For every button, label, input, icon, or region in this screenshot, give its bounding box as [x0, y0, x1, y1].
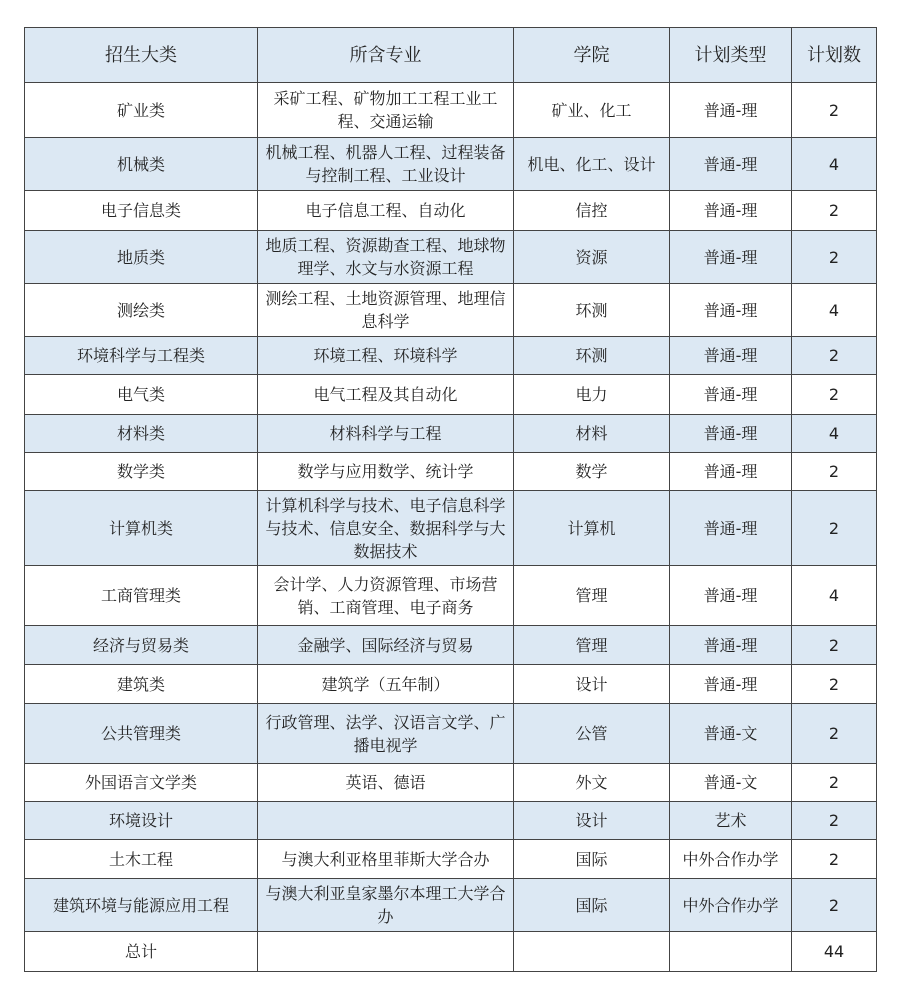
cell-plan-type: 普通-文	[670, 764, 792, 802]
cell-college: 公管	[514, 704, 670, 764]
cell-category: 测绘类	[25, 284, 258, 337]
table-row	[25, 665, 877, 704]
cell-plan-type: 普通-理	[670, 284, 792, 337]
cell-category: 公共管理类	[25, 704, 258, 764]
cell-majors: 金融学、国际经济与贸易	[258, 626, 514, 665]
cell-category: 机械类	[25, 138, 258, 191]
cell-majors: 与澳大利亚皇家墨尔本理工大学合办	[258, 879, 514, 932]
cell-category: 外国语言文学类	[25, 764, 258, 802]
total-college	[514, 932, 670, 972]
table-row	[25, 83, 877, 138]
cell-majors: 数学与应用数学、统计学	[258, 453, 514, 491]
cell-college: 环测	[514, 284, 670, 337]
header-majors: 所含专业	[258, 28, 514, 83]
cell-college: 环测	[514, 337, 670, 375]
total-type	[670, 932, 792, 972]
table-row	[25, 191, 877, 231]
cell-plan-count: 2	[792, 626, 877, 665]
cell-college: 国际	[514, 840, 670, 879]
cell-college: 外文	[514, 764, 670, 802]
total-majors	[258, 932, 514, 972]
cell-college: 设计	[514, 802, 670, 840]
cell-plan-type: 普通-理	[670, 415, 792, 453]
cell-majors: 建筑学（五年制）	[258, 665, 514, 704]
cell-plan-type: 艺术	[670, 802, 792, 840]
cell-plan-count: 4	[792, 138, 877, 191]
cell-category: 矿业类	[25, 83, 258, 138]
table-row	[25, 802, 877, 840]
cell-plan-count: 2	[792, 879, 877, 932]
table-row	[25, 840, 877, 879]
cell-majors: 环境工程、环境科学	[258, 337, 514, 375]
cell-category: 土木工程	[25, 840, 258, 879]
cell-plan-count: 2	[792, 764, 877, 802]
cell-plan-type: 中外合作办学	[670, 879, 792, 932]
cell-plan-type: 普通-理	[670, 337, 792, 375]
header-plan-type: 计划类型	[670, 28, 792, 83]
cell-majors	[258, 802, 514, 840]
cell-college: 计算机	[514, 491, 670, 566]
cell-college: 管理	[514, 566, 670, 626]
cell-plan-type: 普通-理	[670, 626, 792, 665]
table-row	[25, 764, 877, 802]
cell-majors: 电气工程及其自动化	[258, 375, 514, 415]
cell-plan-count: 4	[792, 284, 877, 337]
cell-college: 矿业、化工	[514, 83, 670, 138]
cell-majors: 材料科学与工程	[258, 415, 514, 453]
cell-college: 数学	[514, 453, 670, 491]
cell-plan-type: 普通-理	[670, 83, 792, 138]
cell-majors: 英语、德语	[258, 764, 514, 802]
cell-plan-type: 普通-理	[670, 375, 792, 415]
cell-majors: 采矿工程、矿物加工工程工业工程、交通运输	[258, 83, 514, 138]
cell-plan-count: 2	[792, 802, 877, 840]
cell-category: 工商管理类	[25, 566, 258, 626]
table-row	[25, 231, 877, 284]
table-row	[25, 138, 877, 191]
cell-majors: 测绘工程、土地资源管理、地理信息科学	[258, 284, 514, 337]
table-row	[25, 337, 877, 375]
cell-plan-type: 普通-理	[670, 138, 792, 191]
cell-category: 环境科学与工程类	[25, 337, 258, 375]
table-row	[25, 491, 877, 566]
cell-plan-type: 普通-理	[670, 453, 792, 491]
cell-category: 建筑环境与能源应用工程	[25, 879, 258, 932]
cell-category: 地质类	[25, 231, 258, 284]
cell-category: 电气类	[25, 375, 258, 415]
cell-college: 材料	[514, 415, 670, 453]
cell-category: 电子信息类	[25, 191, 258, 231]
cell-plan-count: 2	[792, 453, 877, 491]
cell-plan-type: 普通-理	[670, 231, 792, 284]
header-row	[25, 28, 877, 83]
table-row	[25, 879, 877, 932]
cell-plan-type: 普通-理	[670, 566, 792, 626]
cell-plan-count: 2	[792, 337, 877, 375]
table-row	[25, 415, 877, 453]
table-row	[25, 626, 877, 665]
table-row	[25, 375, 877, 415]
cell-plan-type: 中外合作办学	[670, 840, 792, 879]
cell-plan-count: 4	[792, 566, 877, 626]
cell-college: 国际	[514, 879, 670, 932]
cell-plan-count: 2	[792, 840, 877, 879]
cell-majors: 与澳大利亚格里菲斯大学合办	[258, 840, 514, 879]
cell-category: 环境设计	[25, 802, 258, 840]
total-label: 总计	[25, 932, 258, 972]
cell-plan-type: 普通-理	[670, 665, 792, 704]
enrollment-plan-table	[24, 27, 877, 972]
cell-plan-count: 2	[792, 191, 877, 231]
cell-plan-type: 普通-理	[670, 491, 792, 566]
cell-majors: 行政管理、法学、汉语言文学、广播电视学	[258, 704, 514, 764]
cell-majors: 计算机科学与技术、电子信息科学与技术、信息安全、数据科学与大数据技术	[258, 491, 514, 566]
cell-category: 计算机类	[25, 491, 258, 566]
table-row	[25, 704, 877, 764]
cell-college: 管理	[514, 626, 670, 665]
cell-college: 资源	[514, 231, 670, 284]
header-plan-count: 计划数	[792, 28, 877, 83]
cell-college: 信控	[514, 191, 670, 231]
cell-category: 经济与贸易类	[25, 626, 258, 665]
total-count: 44	[792, 932, 877, 972]
cell-majors: 会计学、人力资源管理、市场营销、工商管理、电子商务	[258, 566, 514, 626]
cell-plan-count: 2	[792, 83, 877, 138]
cell-category: 材料类	[25, 415, 258, 453]
table-row	[25, 453, 877, 491]
cell-college: 设计	[514, 665, 670, 704]
cell-plan-count: 2	[792, 375, 877, 415]
cell-plan-type: 普通-理	[670, 191, 792, 231]
table-row	[25, 566, 877, 626]
header-college: 学院	[514, 28, 670, 83]
cell-majors: 机械工程、机器人工程、过程装备与控制工程、工业设计	[258, 138, 514, 191]
cell-plan-count: 2	[792, 665, 877, 704]
table-body	[25, 83, 877, 932]
cell-majors: 电子信息工程、自动化	[258, 191, 514, 231]
table-row	[25, 284, 877, 337]
cell-majors: 地质工程、资源勘查工程、地球物理学、水文与水资源工程	[258, 231, 514, 284]
cell-plan-type: 普通-文	[670, 704, 792, 764]
cell-college: 电力	[514, 375, 670, 415]
cell-category: 建筑类	[25, 665, 258, 704]
cell-plan-count: 2	[792, 491, 877, 566]
cell-category: 数学类	[25, 453, 258, 491]
cell-plan-count: 4	[792, 415, 877, 453]
cell-college: 机电、化工、设计	[514, 138, 670, 191]
cell-plan-count: 2	[792, 704, 877, 764]
total-row	[25, 932, 877, 972]
header-category: 招生大类	[25, 28, 258, 83]
cell-plan-count: 2	[792, 231, 877, 284]
